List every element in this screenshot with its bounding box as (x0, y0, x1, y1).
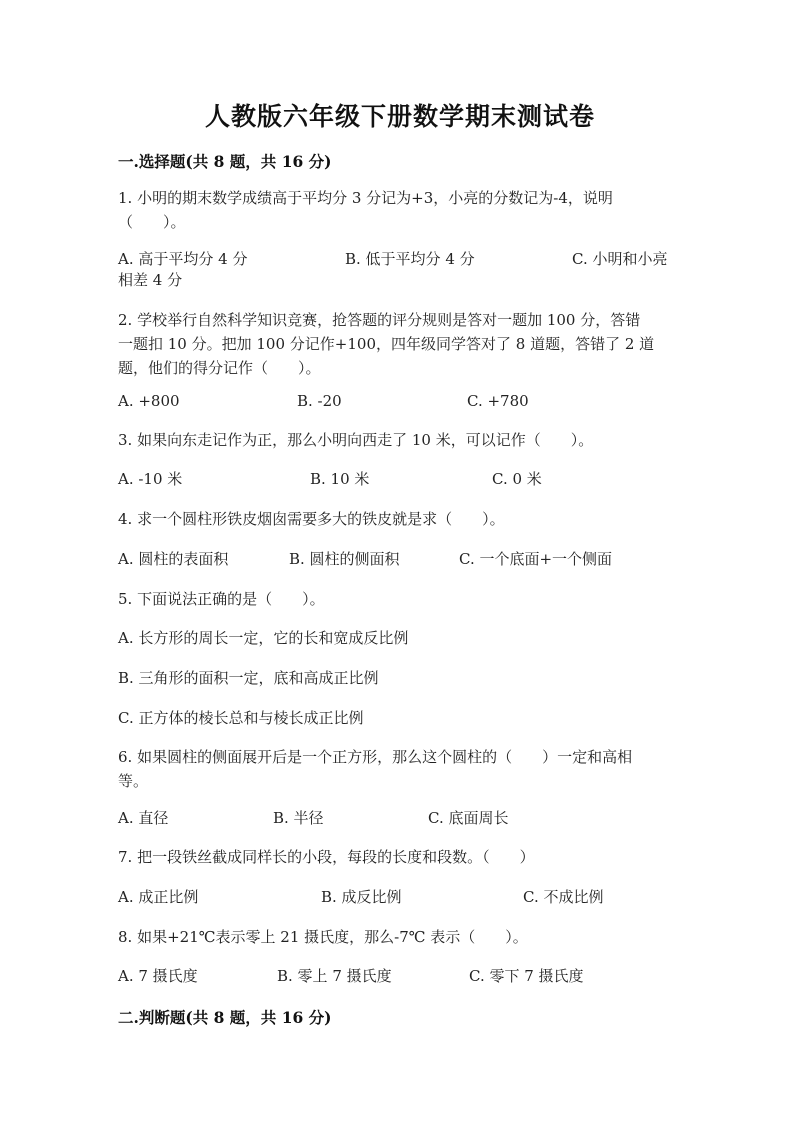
q3-option-b: B. 10 米 (310, 470, 370, 488)
q6-option-c: C. 底面周长 (428, 809, 509, 827)
q7-option-b: B. 成反比例 (321, 888, 402, 906)
q3-option-c: C. 0 米 (492, 470, 542, 488)
q4-option-b: B. 圆柱的侧面积 (289, 550, 400, 568)
section-heading-true-false: 二.判断题(共 8 题，共 16 分) (118, 1008, 332, 1027)
question-1 (118, 186, 682, 234)
question-7 (118, 845, 682, 869)
q4-option-c: C. 一个底面+一个侧面 (459, 550, 613, 568)
q6-option-a: A. 直径 (118, 809, 169, 827)
q5-option-c: C. 正方体的棱长总和与棱长成正比例 (118, 709, 364, 727)
q1-option-b: B. 低于平均分 4 分 (345, 250, 475, 268)
q4-option-a: A. 圆柱的表面积 (118, 550, 229, 568)
question-line: 等。 (118, 772, 149, 790)
q6-option-b: B. 半径 (273, 809, 324, 827)
q2-option-c: C. +780 (467, 392, 529, 410)
q1-option-a: A. 高于平均分 4 分 (118, 250, 248, 268)
question-line: 一题扣 10 分。把加 100 分记作+100，四年级同学答对了 8 道题，答错了 2 道 (118, 335, 655, 353)
question-line: 5. 下面说法正确的是（ ）。 (118, 590, 325, 608)
q1-option-c-continuation: 相差 4 分 (118, 271, 183, 289)
q8-option-b: B. 零上 7 摄氏度 (277, 967, 392, 985)
q8-option-c: C. 零下 7 摄氏度 (469, 967, 584, 985)
q8-option-a: A. 7 摄氏度 (118, 967, 198, 985)
q5-option-a: A. 长方形的周长一定，它的长和宽成反比例 (118, 629, 409, 647)
question-line: 3. 如果向东走记作为正，那么小明向西走了 10 米，可以记作（ ）。 (118, 431, 594, 449)
question-2 (118, 308, 682, 380)
exam-title: 人教版六年级下册数学期末测试卷 (204, 102, 595, 131)
question-3 (118, 428, 682, 452)
question-line: 6. 如果圆柱的侧面展开后是一个正方形，那么这个圆柱的（ ）一定和高相 (118, 748, 633, 766)
q7-option-a: A. 成正比例 (118, 888, 199, 906)
q2-option-b: B. -20 (297, 392, 342, 410)
q2-option-a: A. +800 (118, 392, 180, 410)
question-line: 8. 如果+21℃表示零上 21 摄氏度，那么-7℃ 表示（ ）。 (118, 928, 528, 946)
question-4 (118, 507, 682, 531)
q1-option-c: C. 小明和小亮 (572, 250, 668, 268)
q7-option-c: C. 不成比例 (523, 888, 604, 906)
question-line: 1. 小明的期末数学成绩高于平均分 3 分记为+3，小亮的分数记为-4，说明 (118, 189, 613, 207)
section-heading-multiple-choice: 一.选择题(共 8 题，共 16 分) (118, 152, 332, 171)
q5-option-b: B. 三角形的面积一定，底和高成正比例 (118, 669, 379, 687)
question-line: 4. 求一个圆柱形铁皮烟囱需要多大的铁皮就是求（ ）。 (118, 510, 505, 528)
question-8 (118, 925, 682, 949)
question-line: 2. 学校举行自然科学知识竞赛，抢答题的评分规则是答对一题加 100 分，答错 (118, 311, 641, 329)
q3-option-a: A. -10 米 (118, 470, 183, 488)
question-5 (118, 587, 682, 611)
question-6 (118, 745, 682, 793)
question-line: 题，他们的得分记作（ ）。 (118, 359, 321, 377)
question-line: 7. 把一段铁丝截成同样长的小段，每段的长度和段数。（ ） (118, 848, 535, 866)
question-line: （ ）。 (118, 213, 186, 231)
